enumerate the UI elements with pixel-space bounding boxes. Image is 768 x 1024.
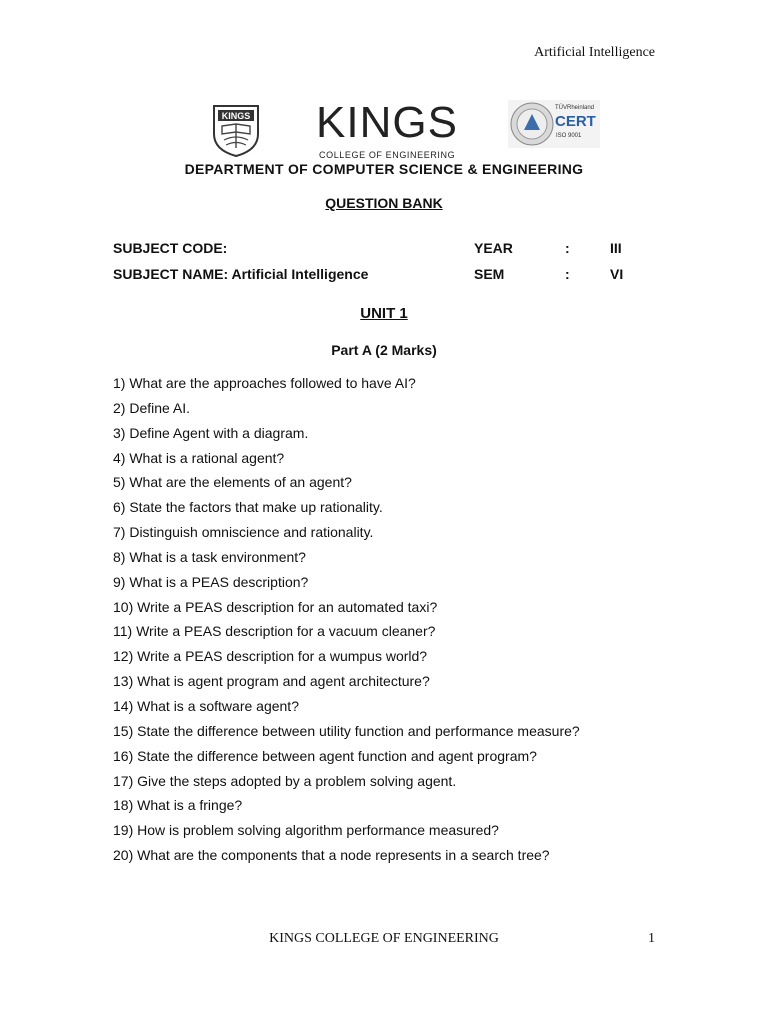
question-item: 9) What is a PEAS description? [113,573,309,590]
question-item: 3) Define Agent with a diagram. [113,424,309,441]
question-item: 8) What is a task environment? [113,548,306,565]
cert-sub-text: ISO 9001 [556,133,582,139]
sem-colon: : [565,266,570,282]
footer-college-name: KINGS COLLEGE OF ENGINEERING [269,931,499,946]
year-label: YEAR [474,240,513,256]
document-title: QUESTION BANK [325,195,443,211]
question-item: 1) What are the approaches followed to have AI? [113,375,416,391]
year-colon: : [565,240,570,256]
question-item: 17) Give the steps adopted by a problem solving agent. [113,772,457,789]
cert-main-text: CERT [555,113,596,130]
page-number: 1 [648,931,655,946]
question-item: 4) What is a rational agent? [113,449,285,466]
meta-row-subject-name [113,266,673,286]
meta-row-subject-code [113,240,673,260]
question-item: 14) What is a software agent? [113,697,299,714]
question-item: 16) State the difference between agent function and agent program? [113,747,537,764]
crest-text: KINGS [221,111,251,121]
question-item: 13) What is agent program and agent architecture? [113,673,430,690]
college-crest-logo [212,104,260,158]
department-heading: DEPARTMENT OF COMPUTER SCIENCE & ENGINEERING [184,161,584,177]
question-item: 20) What are the components that a node represents in a search tree? [113,847,550,864]
question-list [113,373,580,870]
question-item: 5) What are the elements of an agent? [113,474,352,491]
question-item: 10) Write a PEAS description for an automated taxi? [113,598,438,615]
sem-value: VI [610,266,624,282]
sem-label: SEM [474,266,505,282]
college-subtitle: COLLEGE OF ENGINEERING [319,150,456,160]
unit-heading: UNIT 1 [360,305,408,322]
subject-code-label: SUBJECT CODE: [113,240,228,256]
question-item: 19) How is problem solving algorithm performance measured? [113,822,499,839]
question-item: 15) State the difference between utility function and performance measure? [113,722,580,739]
question-item: 11) Write a PEAS description for a vacuum cleaner? [113,623,436,640]
subject-name-label: SUBJECT NAME: Artificial Intelligence [113,266,369,282]
question-item: 6) State the factors that make up rationality. [113,499,383,516]
iso-cert-badge-icon [508,100,600,148]
question-item: 7) Distinguish omniscience and rationality. [113,524,374,541]
year-value: III [610,240,622,256]
header-title: Artificial Intelligence [534,45,655,60]
question-item: 18) What is a fringe? [113,797,243,814]
question-item: 2) Define AI. [113,399,191,416]
college-wordmark: KINGS [316,98,458,147]
part-heading: Part A (2 Marks) [331,342,437,358]
question-item: 12) Write a PEAS description for a wumpus world? [113,648,428,665]
cert-top-text: TÜVRheinland [555,105,595,111]
